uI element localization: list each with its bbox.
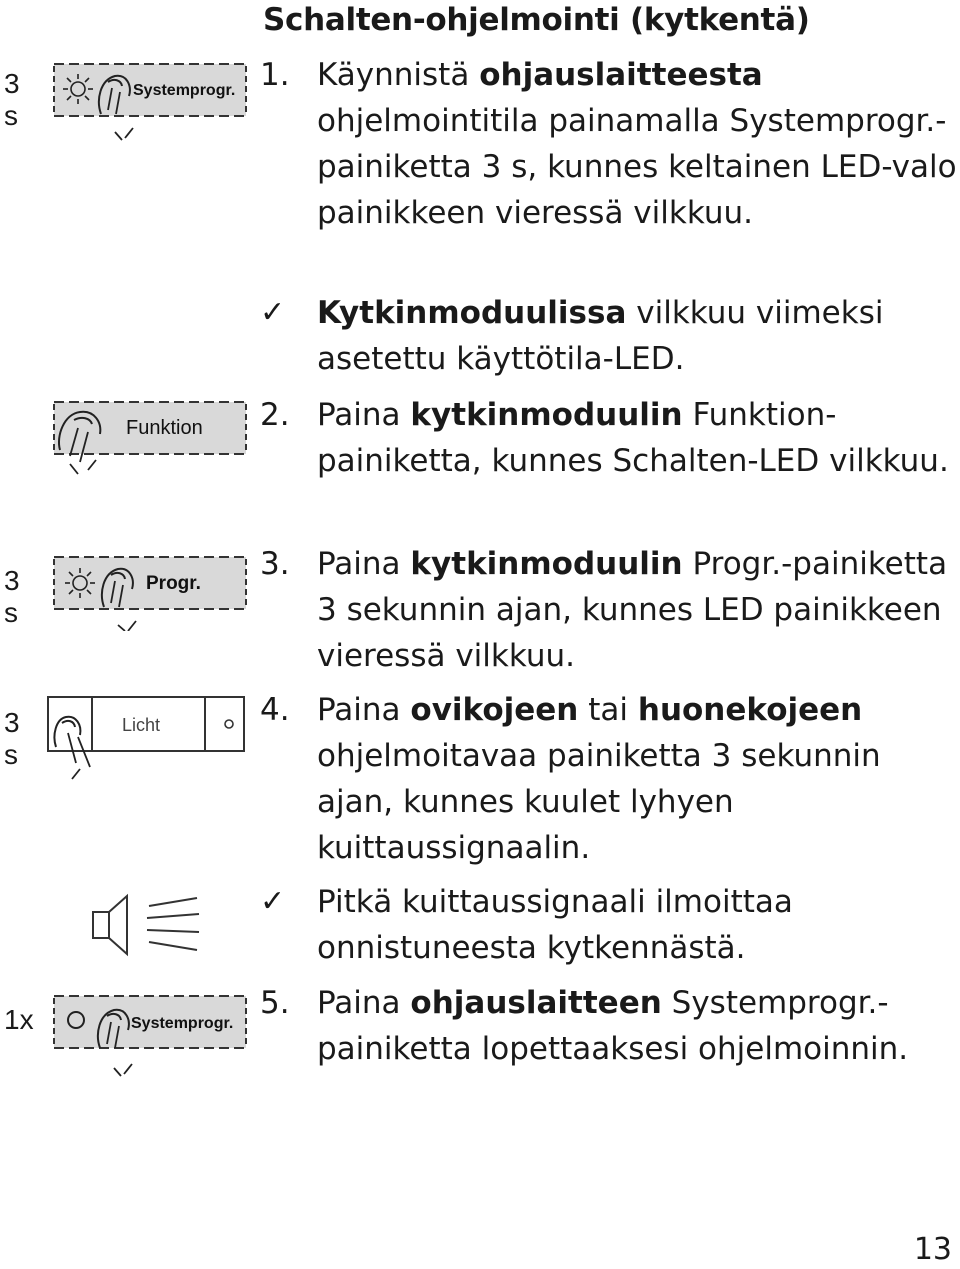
step-5: [260, 980, 960, 1072]
duration-label: 3 s: [4, 707, 20, 770]
systemprogr-button-icon: [0, 52, 250, 142]
systemprogr-button-icon: [0, 980, 250, 1080]
checkmark-icon: ✓: [260, 884, 286, 919]
step-text: Paina ovikojeen tai huonekojeen ohjelmoitavaa painiketta 3 sekunnin ajan, kunnes kuulet lyhyen kuittaussignaalin.: [317, 692, 881, 866]
progr-button-icon: [0, 541, 250, 631]
button-label: Systemprogr.: [133, 82, 236, 99]
result-text: Kytkinmoduulissa vilkkuu viimeksi asetettu käyttötila-LED.: [317, 295, 884, 377]
result-1: [260, 290, 960, 382]
result-text: Pitkä kuittaussignaali ilmoittaa onnistuneesta kytkennästä.: [317, 884, 793, 966]
step-number: 5.: [260, 985, 290, 1021]
licht-button-icon: [0, 687, 250, 787]
step-text: Käynnistä ohjauslaitteesta ohjelmointitila painamalla Systemprogr.-painiketta 3 s, kunnes keltainen LED-valo painikkeen vieressä vilkkuu.: [317, 57, 957, 231]
step-number: 4.: [260, 692, 290, 728]
button-label: Funktion: [126, 417, 203, 439]
step-text: Paina kytkinmoduulin Progr.-painiketta 3 sekunnin ajan, kunnes LED painikkeen vieressä vilkkuu.: [317, 546, 948, 674]
funktion-button-icon: [0, 392, 250, 482]
page-number: 13: [913, 1232, 952, 1267]
duration-label: 3 s: [4, 68, 20, 131]
step-4: [260, 687, 960, 871]
step-text: Paina kytkinmoduulin Funktion-painiketta, kunnes Schalten-LED vilkkuu.: [317, 397, 949, 479]
speaker-signal-icon: [85, 888, 215, 968]
section-heading: Schalten-ohjelmointi (kytkentä): [263, 2, 810, 38]
step-number: 3.: [260, 546, 290, 582]
step-text: Paina ohjauslaitteen Systemprogr.-painiketta lopettaaksesi ohjelmoinnin.: [317, 985, 909, 1067]
result-2: [260, 879, 960, 971]
button-label: Systemprogr.: [131, 1015, 234, 1032]
step-2: [260, 392, 960, 484]
checkmark-icon: ✓: [260, 295, 286, 330]
button-label: Licht: [122, 715, 161, 735]
step-1: [260, 52, 960, 236]
step-3: [260, 541, 960, 679]
duration-label: 1x: [4, 1004, 34, 1035]
step-number: 1.: [260, 57, 290, 93]
step-number: 2.: [260, 397, 290, 433]
duration-label: 3 s: [4, 565, 20, 628]
button-label: Progr.: [146, 573, 201, 594]
